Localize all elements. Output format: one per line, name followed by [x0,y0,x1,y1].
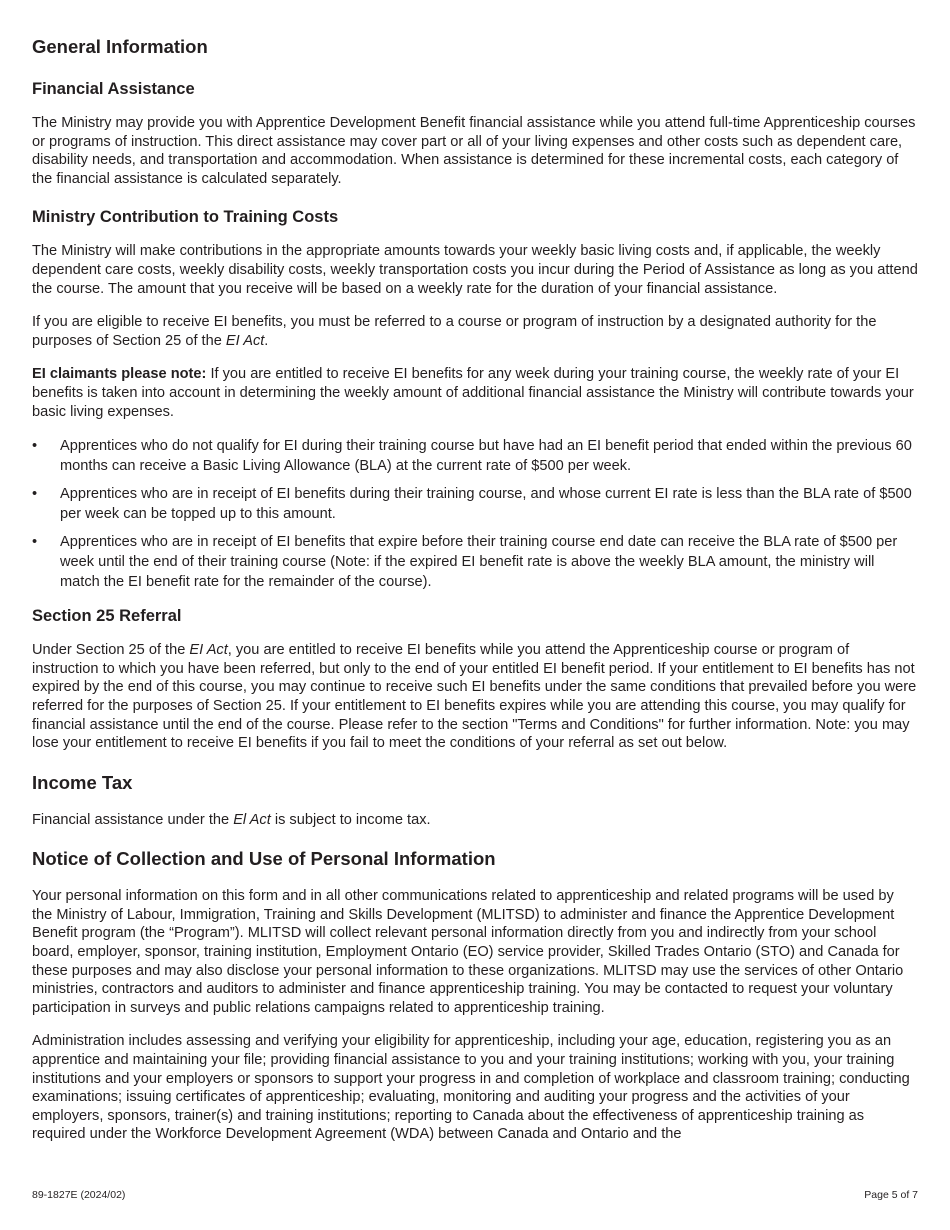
list-item [32,532,918,592]
general-information-heading: General Information [32,36,208,57]
section-25-text-rest: , you are entitled to receive EI benefits while you attend the Apprenticeship course or program of instruction to which you have been referred, but only to the end of your entitled EI benefit period. If your entitlement to EI benefits has not expired by the end of this course, you may continue to receive such EI benefits under the same conditions that prevailed before you were referred for the purposes of Section 25. If your entitlement to EI benefits expires while you are attending this course, you may qualify for financial assistance until the end of the course. Please refer to the section "Terms and Conditions" for further information. Note: you may lose your entitlement to receive EI benefits if you fail to meet the conditions of your referral as set out below. [32,642,917,752]
ei-referral-text: If you are eligible to receive EI benefits, you must be referred to a course or program of instruction by a designated authority for the purposes of Section 25 of the [32,314,877,349]
bla-bullet-list [32,436,918,592]
financial-assistance-paragraph: The Ministry may provide you with Apprentice Development Benefit financial assistance while you attend full-time Apprenticeship courses or programs of instruction. This direct assistance may cover part or all of your living expenses and other costs such as dependent care, disability needs, and transportation and accommodation. When assistance is determined for these incremental costs, each category of the financial assistance is calculated separately. [32,115,916,187]
section-25-referral-heading: Section 25 Referral [32,607,182,626]
notice-paragraph-1: Your personal information on this form and in all other communications related to apprenticeship and related programs will be used by the Ministry of Labour, Immigration, Training and Skills Development (MLITSD) to administer and finance the Apprentice Development Benefit program (the “Program”). MLITSD will collect relevant personal information directly from you and indirectly from your school board, employer, sponsor, training institution, Employment Ontario (EO) service provider, Skilled Trades Ontario (STO) and Canada for these purposes and may also disclose your personal information to these organizations. MLITSD may use the services of other Ontario ministries, contractors and auditors to administer and finance apprenticeship training. You may be contacted to request your voluntary participation in surveys and public relations campaigns related to apprenticeship training. [32,888,904,1016]
bullet-icon: • [32,438,38,455]
ei-referral-paragraph [32,313,918,350]
financial-assistance-heading: Financial Assistance [32,80,195,98]
income-tax-paragraph [32,811,918,830]
ei-act-text: EI Act [225,332,265,349]
list-item-text: Apprentices who are in receipt of EI benefits during their training course, and whose current EI rate is less than the BLA rate of $500 per week can be topped up to this amount. [60,486,912,523]
page-content [32,36,918,1159]
ministry-contribution-paragraph: The Ministry will make contributions in the appropriate amounts towards your weekly basic living costs and, if applicable, the weekly dependent care costs, weekly disability costs, weekly transportation costs you incur during the Period of Assistance as long as you attend the course. The amount that you receive will be based on a weekly rate for the duration of your financial assistance. [32,243,918,297]
form-number: 89-1827E (2024/02) [32,1189,126,1201]
bullet-icon: • [32,534,38,551]
section-25-act-text: EI Act [189,642,228,659]
bullet-icon: • [32,486,38,503]
income-tax-text-end: is subject to income tax. [270,811,431,828]
list-item-text: Apprentices who do not qualify for EI during their training course but have had an EI benefit period that ended within the previous 60 months can receive a Basic Living Allowance (BLA) at the current rate of $500 per week. [60,438,912,475]
list-item [32,436,918,476]
ei-claimants-note-paragraph [32,365,918,421]
section-25-text-start: Under Section 25 of the [32,642,190,659]
income-tax-text-start: Financial assistance under the [32,811,234,828]
section-25-referral-paragraph [32,641,918,753]
list-item [32,484,918,524]
ministry-contribution-heading: Ministry Contribution to Training Costs [32,208,339,227]
income-tax-act-text: El Act [233,811,271,828]
page-number: Page 5 of 7 [864,1189,918,1201]
ei-referral-period: . [264,332,269,349]
ei-claimants-note-text: If you are entitled to receive EI benefits for any week during your training course, the weekly rate of your EI benefits is taken into account in determining the weekly amount of additional financial assistance the Ministry will contribute towards your basic living expenses. [32,366,914,420]
list-item-text: Apprentices who are in receipt of EI benefits that expire before their training course end date can receive the BLA rate of $500 per week until the end of their training course (Note: if the expired EI benefit rate is above the weekly BLA amount, the ministry will match the EI benefit rate for the remainder of the course). [60,534,898,591]
income-tax-heading: Income Tax [32,771,133,793]
notice-paragraph-2: Administration includes assessing and verifying your eligibility for apprenticeship, including your age, education, registering you as an apprentice and maintaining your file; providing financial assistance to you and your training institutions; working with you, your training institutions and your employers or sponsors to support your progress in and completion of workplace and classroom training; conducting examinations; issuing certificates of apprenticeship; evaluating, monitoring and auditing your progress and the activities of your employers, sponsors, trainer(s) and training institutions; reporting to Canada about the effectiveness of apprenticeship training as required under the Workforce Development Agreement (WDA) between Canada and Ontario and the [32,1033,910,1143]
ei-claimants-note-label: EI claimants please note: [32,366,207,383]
notice-of-collection-heading: Notice of Collection and Use of Personal Information [32,848,496,870]
